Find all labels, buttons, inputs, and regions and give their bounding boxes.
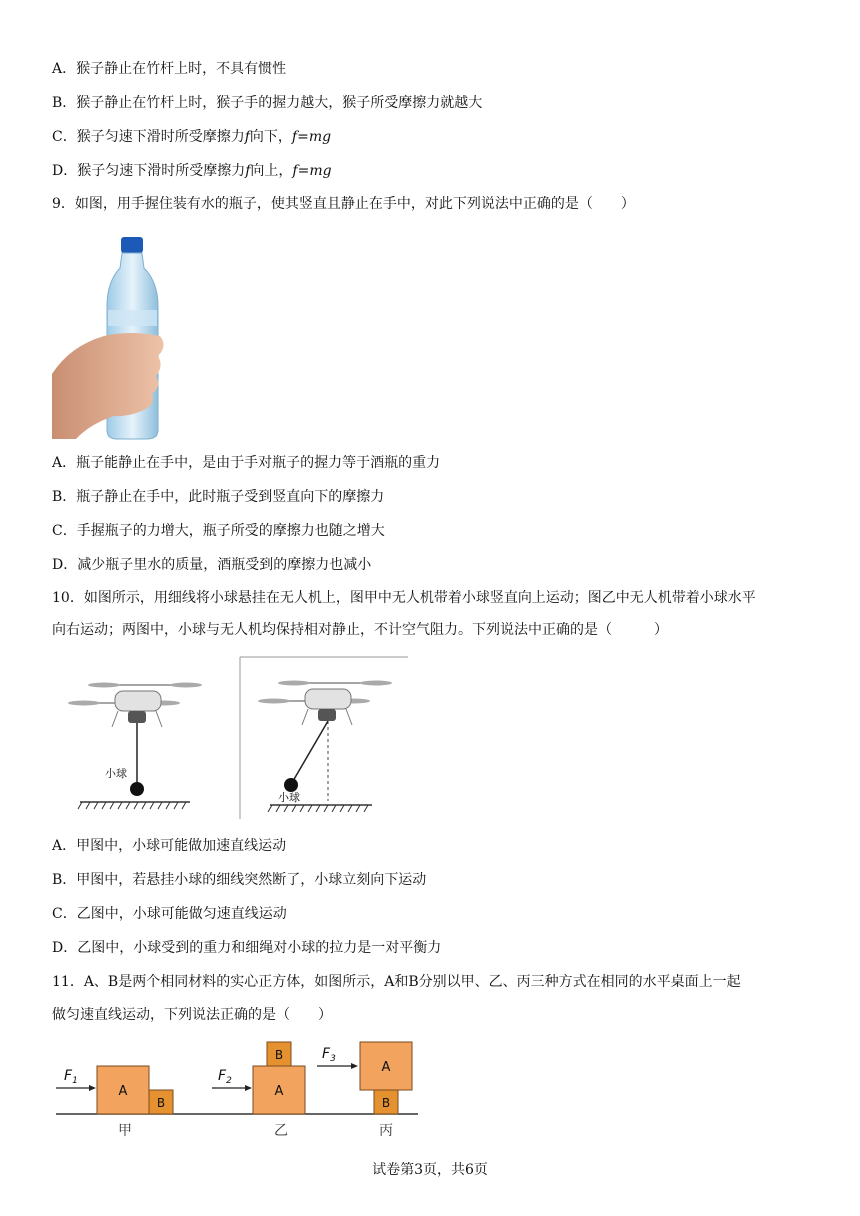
- q8-option-a: A．猴子静止在竹杆上时，不具有惯性: [52, 61, 287, 77]
- f3-arrowhead: [351, 1063, 358, 1069]
- bottle-in-hand-image: [52, 234, 168, 440]
- caption-jia: 甲: [118, 1123, 132, 1139]
- q8-c-f: f: [244, 129, 250, 145]
- ball-yi: [284, 778, 298, 792]
- drone-figure: [60, 655, 420, 821]
- q8-d-mg: mg: [309, 163, 332, 179]
- f1-arrowhead: [89, 1085, 96, 1091]
- q8-c-eq-f: f: [291, 129, 298, 145]
- q11-stem-line1: 11．A、B是两个相同材料的实心正方体，如图所示，A和B分别以甲、乙、丙三种方式在相同的水平桌面上一起: [52, 974, 741, 990]
- block-a-bing-label: A: [381, 1060, 391, 1075]
- f2-label: $F_2$: [218, 1068, 232, 1086]
- ground-hatch-jia: [78, 802, 186, 809]
- q8-c-mid: 向下，: [249, 129, 292, 145]
- caption-yi: 乙: [274, 1123, 288, 1139]
- q8-option-b: B．猴子静止在竹杆上时，猴子手的握力越大，猴子所受摩擦力就越大: [52, 95, 483, 111]
- block-a-jia-label: A: [118, 1084, 128, 1099]
- block-b-bing-label: B: [381, 1096, 391, 1110]
- q8-d-f: f: [245, 163, 251, 179]
- bottle-cap: [121, 237, 143, 253]
- q11-stem-line2: 做匀速直线运动，下列说法正确的是（ ）: [52, 1007, 332, 1023]
- q9-option-a: A．瓶子能静止在手中，是由于手对瓶子的握力等于酒瓶的重力: [52, 455, 441, 471]
- q8-c-text: C．猴子匀速下滑时所受摩擦力: [52, 129, 245, 145]
- block-b-yi-label: B: [274, 1048, 284, 1062]
- drone-yi: [258, 681, 392, 726]
- page-footer: 试卷第3页，共6页: [372, 1162, 488, 1178]
- q8-c-eq-sign: =: [297, 129, 309, 145]
- ball-label-yi: 小球: [278, 791, 300, 804]
- q10-option-b: B．甲图中，若悬挂小球的细线突然断了，小球立刻向下运动: [52, 872, 427, 888]
- q8-c-mg: mg: [308, 129, 332, 145]
- q10-stem-line1: 10．如图所示，用细线将小球悬挂在无人机上，图甲中无人机带着小球竖直向上运动；图乙中无人机带着小球水平: [52, 590, 756, 606]
- q8-option-d: [52, 161, 332, 181]
- q9-option-b: B．瓶子静止在手中，此时瓶子受到竖直向下的摩擦力: [52, 489, 385, 505]
- q8-option-c: [52, 127, 331, 147]
- q8-d-eq-f: f: [292, 163, 298, 179]
- caption-bing: 丙: [379, 1123, 393, 1139]
- q8-d-eq-sign: =: [297, 163, 310, 179]
- block-b-jia-label: B: [156, 1096, 166, 1110]
- bottle-label: [108, 310, 157, 326]
- q9-option-c: C．手握瓶子的力增大，瓶子所受的摩擦力也随之增大: [52, 523, 385, 539]
- q8-d-text: D．猴子匀速下滑时所受摩擦力: [52, 163, 246, 179]
- q9-stem: 9．如图，用手握住装有水的瓶子，使其竖直且静止在手中，对此下列说法中正确的是（ ）: [52, 196, 635, 212]
- f2-arrowhead: [245, 1085, 252, 1091]
- ball-label-jia: 小球: [105, 767, 127, 780]
- ground-hatch-yi: [268, 805, 368, 812]
- drone-jia: [68, 683, 202, 728]
- block-a-yi-label: A: [274, 1084, 284, 1099]
- blocks-figure: [52, 1038, 432, 1142]
- string-yi: [293, 721, 328, 781]
- f3-label: $F_3$: [322, 1046, 336, 1064]
- q10-option-c: C．乙图中，小球可能做匀速直线运动: [52, 906, 287, 922]
- q10-option-d: D．乙图中，小球受到的重力和细绳对小球的拉力是一对平衡力: [52, 940, 442, 956]
- q10-stem-line2: 向右运动；两图中，小球与无人机均保持相对静止，不计空气阻力。下列说法中正确的是（ ）: [52, 622, 668, 638]
- ball-jia: [130, 782, 144, 796]
- q8-d-mid: 向上，: [250, 163, 293, 179]
- f1-label: $F_1$: [64, 1068, 78, 1086]
- q9-option-d: D．减少瓶子里水的质量，酒瓶受到的摩擦力也减小: [52, 557, 372, 573]
- q10-option-a: A．甲图中，小球可能做加速直线运动: [52, 838, 287, 854]
